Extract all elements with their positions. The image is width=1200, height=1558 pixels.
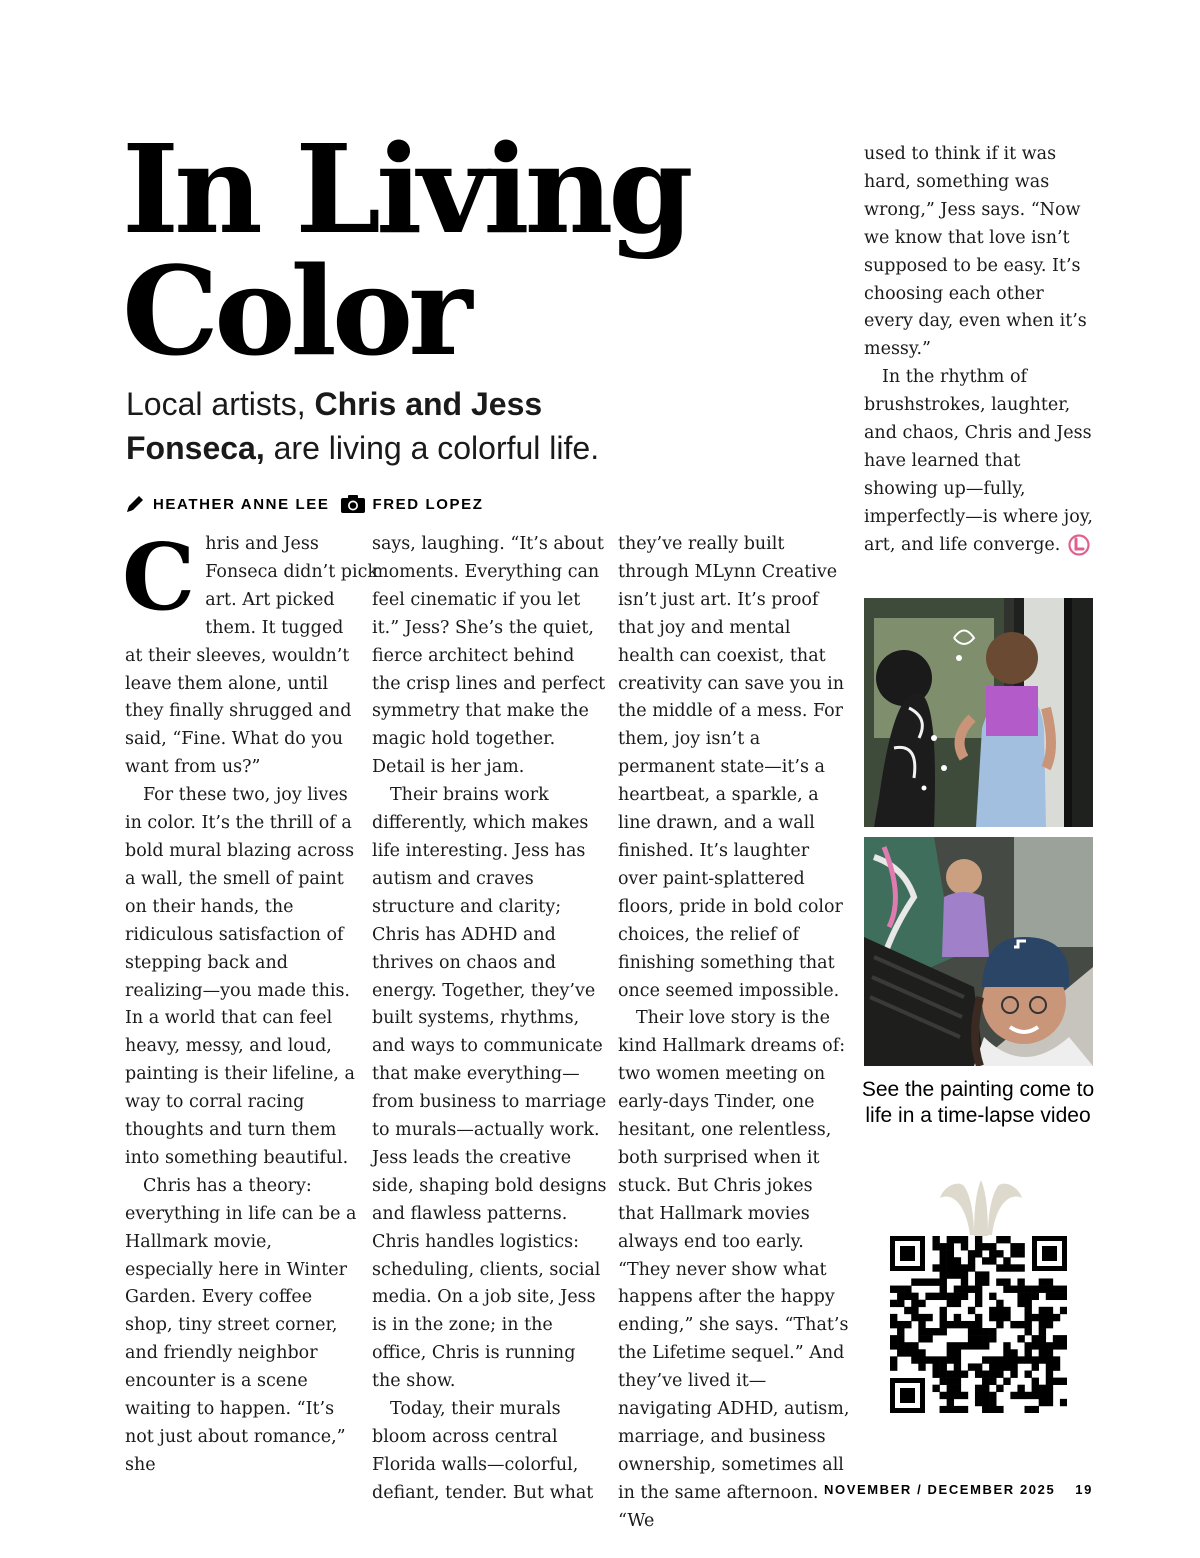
- photographer-credit: FRED LOPEZ: [372, 495, 484, 513]
- dropcap-line-3: art. Art picked: [205, 589, 335, 610]
- paragraph: used to think if it was hard, something was wrong,” Jess says. “Now we know that love isn’t supposed to be easy. It’s choosing each other every day, even when it’s messy.”: [864, 144, 1087, 360]
- subtitle-names-1: Chris and Jess: [314, 386, 543, 422]
- paragraph: [864, 364, 1096, 559]
- closing-text: In the rhythm of brushstrokes, laughter, and chaos, Chris and Jess have learned that showing up—fully, imperfectly—is where joy, art, and life converge.: [864, 367, 1093, 555]
- qr-code-icon[interactable]: [890, 1236, 1067, 1413]
- subtitle-outro: are living a colorful life.: [264, 430, 600, 466]
- camera-icon: [341, 495, 365, 513]
- article-column-1: [122, 523, 378, 1480]
- drop-cap: C: [122, 523, 196, 631]
- mural-painting-photo: [864, 598, 1093, 827]
- subtitle-names-2: Fonseca,: [126, 430, 265, 466]
- page-number: 19: [1075, 1482, 1093, 1497]
- paragraph: Chris has a theory: everything in life can be a Hallmark movie, especially here in Winter Garden. Every coffee shop, tiny street corner, and friendly neighbor encounter is a scene waiting to happen. “It’s not just about romance,” she: [125, 1175, 357, 1475]
- paragraph: Their brains work differently, which makes life interesting. Jess has autism and craves structure and clarity; Chris has ADHD and thrives on chaos and energy. Together, they’ve built systems, rhythms, and ways to communicate that make everything—from business to marriage to murals—actually work. Jess leads the creative side, shaping bold designs and flawless patterns. Chris handles logistics: scheduling, clients, social media. On a job site, Jess is in the zone; in the office, Chris is running the show.: [372, 785, 607, 1392]
- writer-credit: HEATHER ANNE LEE: [153, 495, 330, 513]
- pencil-icon: [126, 495, 146, 513]
- issue-date: NOVEMBER / DECEMBER 2025: [824, 1482, 1056, 1497]
- subtitle-intro: Local artists,: [126, 386, 315, 422]
- selfie-photo: [864, 837, 1093, 1066]
- down-arrow-icon: [940, 1180, 1022, 1236]
- title-line-2: Color: [122, 239, 468, 383]
- video-caption: See the painting come to life in a time-lapse video: [861, 1078, 1095, 1127]
- page-footer: [824, 1482, 1093, 1497]
- byline: [126, 493, 483, 515]
- paragraph: says, laughing. “It’s about moments. Everything can feel cinematic if you let it.” Jess? She’s the quiet, fierce architect behind the crisp lines and perfect symmetry that make the magic hold together. Detail is her jam.: [372, 534, 606, 778]
- paragraph: them. It tugged at their sleeves, wouldn’t leave them alone, until they finally shrugged and said, “Fine. What do you want from us?”: [125, 617, 352, 778]
- article-title: [122, 117, 689, 383]
- article-subtitle: [126, 382, 686, 470]
- dropcap-line-2: Fonseca didn’t pick: [205, 561, 378, 582]
- article-column-2: [372, 531, 607, 1508]
- article-column-3: [618, 531, 850, 1536]
- dropcap-line-1: hris and Jess: [205, 534, 319, 554]
- paragraph: they’ve really built through MLynn Creative isn’t just art. It’s proof that joy and mental health can coexist, that creativity can save you in the middle of a mess. For them, joy isn’t a permanent state—it’s a heartbeat, a sparkle, a line drawn, and a wall finished. It’s laughter over paint-splattered floors, pride in bold color choices, the relief of finishing something that once seemed impossible.: [618, 534, 844, 1001]
- paragraph: For these two, joy lives in color. It’s the thrill of a bold mural blazing across a wall, the smell of paint on their hands, the ridiculous satisfaction of stepping back and realizing—you made this. In a world that can feel heavy, messy, and loud, painting is their lifeline, a way to corral racing thoughts and turn them into something beautiful.: [125, 785, 355, 1168]
- title-line-1: In Living: [122, 117, 689, 261]
- paragraph: Today, their murals bloom across central Florida walls—colorful, defiant, tender. But what: [372, 1399, 594, 1503]
- paragraph: Their love story is the kind Hallmark dreams of: two women meeting on early-days Tinder, one hesitant, one relentless, both surprised when it stuck. But Chris jokes that Hallmark movies always end too early. “They never show what happens after the happy ending,” she says. “That’s the Lifetime sequel.” And they’ve lived it—navigating ADHD, autism, marriage, and business ownership, sometimes all in the same afternoon. “We: [618, 1008, 850, 1531]
- end-mark-icon: [1068, 534, 1090, 556]
- article-column-4: [864, 141, 1096, 560]
